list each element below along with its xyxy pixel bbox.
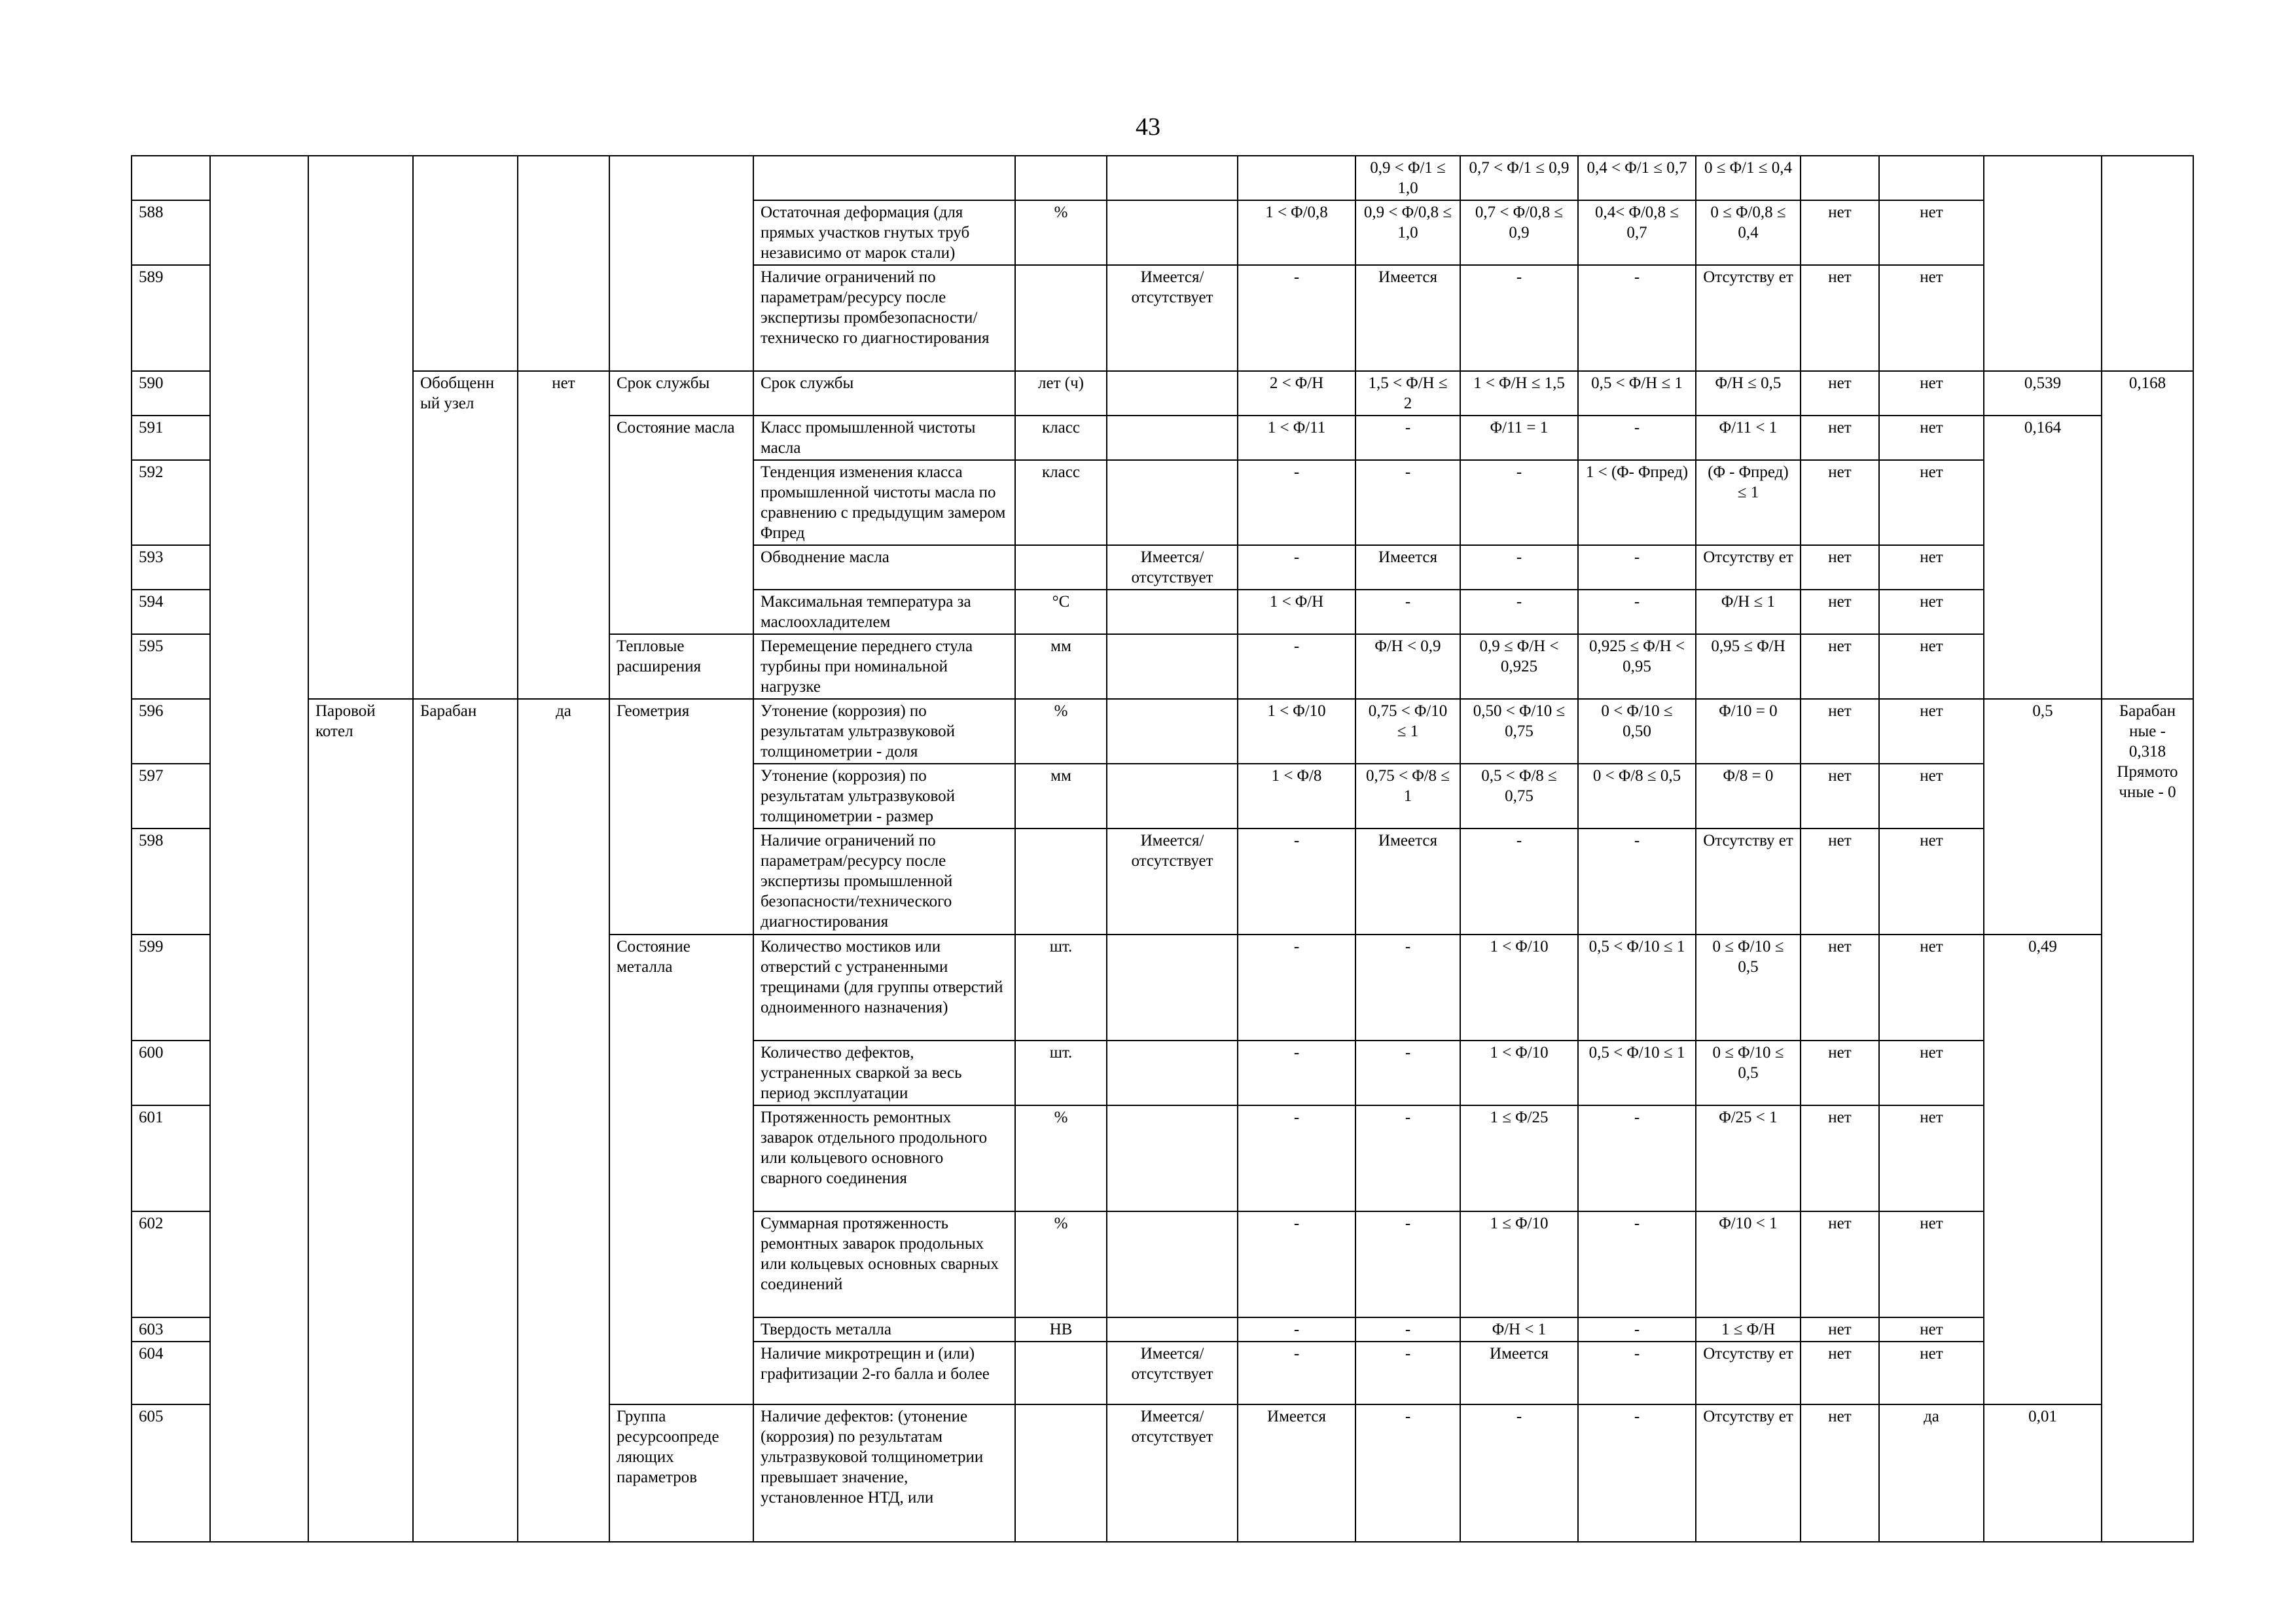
table-cell: 0,4 < Φ/1 ≤ 0,7 [1578, 156, 1696, 200]
table-cell: 1 < Φ/10 [1460, 935, 1578, 1041]
table-cell: - [1355, 935, 1460, 1041]
table-cell: 0,168 [2102, 371, 2193, 699]
empty-cell [1879, 156, 1984, 200]
table-cell: Имеется [1460, 1342, 1578, 1404]
table-cell: 599 [132, 935, 210, 1041]
table-cell: Имеется/ отсутствует [1107, 1342, 1238, 1404]
table-cell: - [1578, 590, 1696, 634]
table-cell: Имеется [1238, 1404, 1355, 1542]
table-cell: 0 ≤ Φ/10 ≤ 0,5 [1696, 1041, 1801, 1105]
empty-cell [1107, 935, 1238, 1041]
table-cell: 603 [132, 1317, 210, 1342]
empty-cell [1107, 1211, 1238, 1317]
table-cell: 0,5 [1984, 699, 2102, 935]
table-cell: Количество дефектов, устраненных сваркой за весь период эксплуатации [753, 1041, 1015, 1105]
table-cell: - [1460, 1404, 1578, 1542]
table-cell: мм [1015, 764, 1107, 829]
table-cell: - [1578, 1404, 1696, 1542]
table-cell: 0,539 [1984, 371, 2102, 416]
empty-cell [609, 156, 753, 371]
table-cell: 0 ≤ Φ/10 ≤ 0,5 [1696, 935, 1801, 1041]
table-cell: 0,9 ≤ Φ/Н < 0,925 [1460, 634, 1578, 699]
table-cell: - [1460, 460, 1578, 545]
table-cell: - [1578, 545, 1696, 590]
table-cell: нет [1801, 1105, 1879, 1211]
table-cell: нет [1879, 1105, 1984, 1211]
table-cell: 1 < (Φ- Φпред) [1578, 460, 1696, 545]
table-cell: Барабан [413, 699, 518, 1542]
table-cell: 0 ≤ Φ/0,8 ≤ 0,4 [1696, 200, 1801, 265]
table-cell: Остаточная деформация (для прямых участков гнутых труб независимо от марок стали) [753, 200, 1015, 265]
table-cell: Тенденция изменения класса промышленной чистоты масла по сравнению с предыдущим замером Φпред [753, 460, 1015, 545]
table-cell: нет [1879, 265, 1984, 371]
table-cell: 1 < Φ/Н ≤ 1,5 [1460, 371, 1578, 416]
table-cell: 0,5 < Φ/Н ≤ 1 [1578, 371, 1696, 416]
empty-cell [1984, 156, 2102, 371]
table-cell: - [1355, 1105, 1460, 1211]
empty-cell [1107, 1317, 1238, 1342]
table-cell: 594 [132, 590, 210, 634]
table-cell: 0,01 [1984, 1404, 2102, 1542]
table-cell: 604 [132, 1342, 210, 1404]
table-cell: - [1578, 1342, 1696, 1404]
table-cell: Φ/Н ≤ 1 [1696, 590, 1801, 634]
table-cell: 0,925 ≤ Φ/Н < 0,95 [1578, 634, 1696, 699]
parameters-table [131, 155, 2194, 1543]
table-cell: 0,7 < Φ/1 ≤ 0,9 [1460, 156, 1578, 200]
table-cell: нет [518, 371, 609, 699]
table-cell: - [1238, 1317, 1355, 1342]
table-cell: - [1355, 416, 1460, 460]
table-cell: нет [1879, 1211, 1984, 1317]
table-cell: 602 [132, 1211, 210, 1317]
table-cell: нет [1879, 634, 1984, 699]
table-cell: Имеется/ отсутствует [1107, 829, 1238, 935]
table-cell: 0 < Φ/10 ≤ 0,50 [1578, 699, 1696, 764]
table-cell: Количество мостиков или отверстий с устраненными трещинами (для группы отверстий одноименного назначения) [753, 935, 1015, 1041]
table-cell: - [1460, 545, 1578, 590]
table-cell: Наличие микротрещин и (или) графитизации 2-го балла и более [753, 1342, 1015, 1404]
table-cell: нет [1801, 265, 1879, 371]
table-cell: 600 [132, 1041, 210, 1105]
table-cell: Утонение (коррозия) по результатам ультразвуковой толщинометрии - доля [753, 699, 1015, 764]
table-cell: мм [1015, 634, 1107, 699]
empty-cell [1015, 545, 1107, 590]
table-cell: 593 [132, 545, 210, 590]
table-cell: - [1578, 829, 1696, 935]
table-cell: нет [1879, 416, 1984, 460]
table-cell: Тепловые расширения [609, 634, 753, 699]
empty-cell [1015, 829, 1107, 935]
empty-cell [1107, 590, 1238, 634]
table-cell: 0,5 < Φ/10 ≤ 1 [1578, 935, 1696, 1041]
table-cell: Состояние масла [609, 416, 753, 634]
table-cell: 2 < Φ/Н [1238, 371, 1355, 416]
table-cell: Отсутству ет [1696, 829, 1801, 935]
table-cell: класс [1015, 460, 1107, 545]
table-row [132, 699, 2193, 764]
empty-cell [1107, 1105, 1238, 1211]
table-cell: - [1238, 1342, 1355, 1404]
empty-cell [1107, 699, 1238, 764]
table-cell: Имеется [1355, 265, 1460, 371]
table-cell: нет [1801, 1317, 1879, 1342]
table-cell: 597 [132, 764, 210, 829]
table-cell: Φ/11 < 1 [1696, 416, 1801, 460]
empty-cell [210, 156, 308, 1542]
table-cell: нет [1801, 416, 1879, 460]
table-cell: 0,75 < Φ/8 ≤ 1 [1355, 764, 1460, 829]
table-cell: 1 < Φ/0,8 [1238, 200, 1355, 265]
table-cell: Отсутству ет [1696, 1342, 1801, 1404]
table-cell: Φ/25 < 1 [1696, 1105, 1801, 1211]
table-cell: нет [1879, 764, 1984, 829]
table-cell: Срок службы [753, 371, 1015, 416]
table-cell: Φ/10 < 1 [1696, 1211, 1801, 1317]
table-cell: Φ/11 = 1 [1460, 416, 1578, 460]
table-cell: шт. [1015, 1041, 1107, 1105]
table-cell: нет [1879, 935, 1984, 1041]
empty-cell [1015, 1404, 1107, 1542]
table-cell: 598 [132, 829, 210, 935]
table-cell: - [1460, 265, 1578, 371]
table-cell: Класс промышленной чистоты масла [753, 416, 1015, 460]
table-cell [132, 156, 210, 200]
table-cell: нет [1801, 1342, 1879, 1404]
table-cell: нет [1801, 1211, 1879, 1317]
empty-cell [1238, 156, 1355, 200]
table-cell: 0 ≤ Φ/1 ≤ 0,4 [1696, 156, 1801, 200]
table-cell: нет [1879, 1342, 1984, 1404]
table-cell: Утонение (коррозия) по результатам ультразвуковой толщинометрии - размер [753, 764, 1015, 829]
table-cell: - [1238, 1211, 1355, 1317]
table-cell: 0,4< Φ/0,8 ≤ 0,7 [1578, 200, 1696, 265]
table-cell: - [1460, 590, 1578, 634]
table-cell: Барабан ные - 0,318 Прямото чные - 0 [2102, 699, 2193, 1542]
table-cell: Φ/Н < 1 [1460, 1317, 1578, 1342]
table-cell: нет [1879, 460, 1984, 545]
table-cell: нет [1879, 371, 1984, 416]
table-cell: Суммарная протяженность ремонтных заварок продольных или кольцевых основных сварных соединений [753, 1211, 1015, 1317]
table-cell: 588 [132, 200, 210, 265]
table-cell: да [518, 699, 609, 1542]
empty-cell [518, 156, 609, 371]
table-cell: - [1355, 1342, 1460, 1404]
table-row [132, 371, 2193, 416]
table-cell: Наличие ограничений по параметрам/ресурсу после экспертизы промышленной безопасности/технического диагностирования [753, 829, 1015, 935]
table-cell: - [1355, 590, 1460, 634]
table-cell: нет [1879, 699, 1984, 764]
table-cell: Отсутству ет [1696, 1404, 1801, 1542]
table-cell: нет [1801, 634, 1879, 699]
table-cell: - [1578, 416, 1696, 460]
table-cell: 596 [132, 699, 210, 764]
table-cell: нет [1801, 699, 1879, 764]
table-cell: Φ/8 = 0 [1696, 764, 1801, 829]
table-cell: % [1015, 200, 1107, 265]
empty-cell [308, 156, 413, 699]
table-cell: 591 [132, 416, 210, 460]
table-cell: 0 < Φ/8 ≤ 0,5 [1578, 764, 1696, 829]
table-cell: Наличие дефектов: (утонение (коррозия) по результатам ультразвуковой толщинометрии превышает значение, установленное НТД, или [753, 1404, 1015, 1542]
table-cell: - [1238, 1105, 1355, 1211]
table-cell: 1 < Φ/10 [1238, 699, 1355, 764]
table-cell: Φ/10 = 0 [1696, 699, 1801, 764]
table-cell: 590 [132, 371, 210, 416]
table-cell: 601 [132, 1105, 210, 1211]
table-cell: Состояние металла [609, 935, 753, 1404]
table-cell: Имеется/ отсутствует [1107, 545, 1238, 590]
table-cell: 0,9 < Φ/0,8 ≤ 1,0 [1355, 200, 1460, 265]
table-cell: нет [1879, 1041, 1984, 1105]
table-cell: - [1578, 265, 1696, 371]
table-cell: - [1578, 1211, 1696, 1317]
table-cell: 1 ≤ Φ/10 [1460, 1211, 1578, 1317]
empty-cell [1107, 634, 1238, 699]
table-cell: 0,7 < Φ/0,8 ≤ 0,9 [1460, 200, 1578, 265]
table-cell: нет [1801, 200, 1879, 265]
table-cell: 0,9 < Φ/1 ≤ 1,0 [1355, 156, 1460, 200]
table-cell: 0,5 < Φ/10 ≤ 1 [1578, 1041, 1696, 1105]
empty-cell [753, 156, 1015, 200]
empty-cell [1801, 156, 1879, 200]
empty-cell [1107, 371, 1238, 416]
empty-cell [1107, 156, 1238, 200]
table-cell: Отсутству ет [1696, 265, 1801, 371]
table-cell: 1 < Φ/8 [1238, 764, 1355, 829]
table-cell: - [1238, 460, 1355, 545]
table-cell: да [1879, 1404, 1984, 1542]
table-cell: Имеется/ отсутствует [1107, 265, 1238, 371]
table-cell: % [1015, 1105, 1107, 1211]
table-cell: - [1238, 634, 1355, 699]
empty-cell [413, 156, 518, 371]
table-cell: нет [1879, 829, 1984, 935]
table-cell: 0,75 < Φ/10 ≤ 1 [1355, 699, 1460, 764]
table-cell: - [1238, 935, 1355, 1041]
table-cell: шт. [1015, 935, 1107, 1041]
table-cell: Группа ресурсоопреде ляющих параметров [609, 1404, 753, 1542]
table-cell: Имеется [1355, 545, 1460, 590]
table-cell: - [1355, 1317, 1460, 1342]
table-cell: нет [1801, 935, 1879, 1041]
table-cell: - [1238, 545, 1355, 590]
table-cell: Имеется/ отсутствует [1107, 1404, 1238, 1542]
page-number: 43 [1136, 113, 1160, 141]
table-cell: Обобщенн ый узел [413, 371, 518, 699]
table-cell: 0,164 [1984, 416, 2102, 699]
table-cell: 1 ≤ Φ/25 [1460, 1105, 1578, 1211]
table-cell: 0,5 < Φ/8 ≤ 0,75 [1460, 764, 1578, 829]
table-cell: 0,49 [1984, 935, 2102, 1404]
table-cell: Протяженность ремонтных заварок отдельного продольного или кольцевого основного сварного соединения [753, 1105, 1015, 1211]
table-cell: (Φ - Φпред) ≤ 1 [1696, 460, 1801, 545]
table-cell: нет [1801, 460, 1879, 545]
empty-cell [2102, 156, 2193, 371]
table-cell: Срок службы [609, 371, 753, 416]
table-cell: % [1015, 699, 1107, 764]
table-cell: нет [1879, 1317, 1984, 1342]
table-cell: 1 < Φ/11 [1238, 416, 1355, 460]
table-cell: нет [1801, 590, 1879, 634]
table-cell: - [1355, 1404, 1460, 1542]
empty-cell [1015, 265, 1107, 371]
table-cell: 595 [132, 634, 210, 699]
table-cell: Перемещение переднего стула турбины при номинальной нагрузке [753, 634, 1015, 699]
table-cell: Геометрия [609, 699, 753, 935]
table-cell: нет [1879, 545, 1984, 590]
empty-cell [1107, 460, 1238, 545]
table-cell: 1 < Φ/10 [1460, 1041, 1578, 1105]
table-cell: 0,50 < Φ/10 ≤ 0,75 [1460, 699, 1578, 764]
table-cell: - [1460, 829, 1578, 935]
table-cell: Φ/Н < 0,9 [1355, 634, 1460, 699]
table-cell: 1,5 < Φ/Н ≤ 2 [1355, 371, 1460, 416]
table-cell: - [1578, 1105, 1696, 1211]
table-cell: НВ [1015, 1317, 1107, 1342]
table-cell: нет [1801, 764, 1879, 829]
empty-cell [1107, 200, 1238, 265]
table-cell: - [1238, 265, 1355, 371]
empty-cell [1015, 1342, 1107, 1404]
table-cell: Имеется [1355, 829, 1460, 935]
table-cell: Максимальная температура за маслоохладителем [753, 590, 1015, 634]
table-cell: нет [1879, 200, 1984, 265]
table-cell: °C [1015, 590, 1107, 634]
table-cell: 1 ≤ Φ/Н [1696, 1317, 1801, 1342]
table-cell: - [1355, 460, 1460, 545]
table-cell: лет (ч) [1015, 371, 1107, 416]
table-cell: нет [1879, 590, 1984, 634]
table-cell: 0,95 ≤ Φ/Н [1696, 634, 1801, 699]
empty-cell [1107, 416, 1238, 460]
table-cell: нет [1801, 829, 1879, 935]
table-cell: Паровой котел [308, 699, 413, 1542]
empty-cell [1107, 1041, 1238, 1105]
table-cell: Наличие ограничений по параметрам/ресурсу после экспертизы промбезопасности/техническо го диагностирования [753, 265, 1015, 371]
table-cell: - [1578, 1317, 1696, 1342]
table-cell: 589 [132, 265, 210, 371]
table-cell: нет [1801, 1404, 1879, 1542]
table-cell: Обводнение масла [753, 545, 1015, 590]
table-cell: - [1355, 1211, 1460, 1317]
table-cell: 592 [132, 460, 210, 545]
table-cell: нет [1801, 371, 1879, 416]
table-cell: Отсутству ет [1696, 545, 1801, 590]
table-cell: Твердость металла [753, 1317, 1015, 1342]
table-cell: % [1015, 1211, 1107, 1317]
table-cell: нет [1801, 1041, 1879, 1105]
table-cell: Φ/Н ≤ 0,5 [1696, 371, 1801, 416]
table-cell: 1 < Φ/Н [1238, 590, 1355, 634]
table-cell: - [1355, 1041, 1460, 1105]
table-cell: - [1238, 829, 1355, 935]
table-cell: 605 [132, 1404, 210, 1542]
empty-cell [1107, 764, 1238, 829]
empty-cell [1015, 156, 1107, 200]
table-cell: нет [1801, 545, 1879, 590]
table-cell: класс [1015, 416, 1107, 460]
table-row [132, 156, 2193, 200]
table-cell: - [1238, 1041, 1355, 1105]
